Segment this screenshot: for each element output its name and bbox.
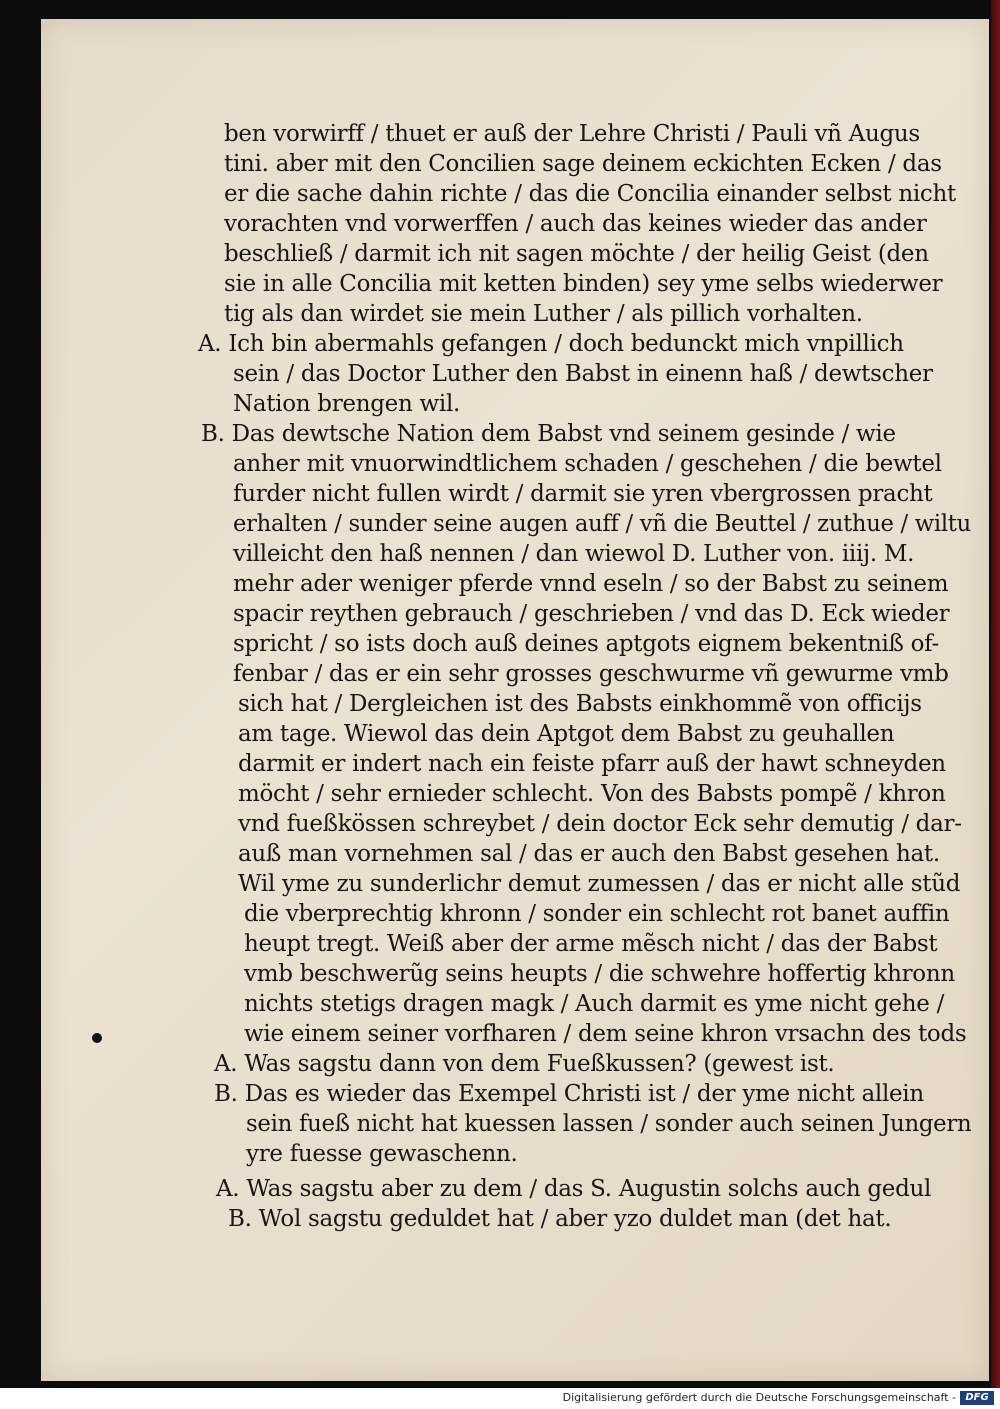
text-line: sein / das Doctor Luther den Babst in einenn haß / dewtscher — [233, 361, 933, 387]
text-line: vnd fueßkössen schreybet / dein doctor Eck sehr demutig / dar- — [238, 811, 962, 837]
text-line: tini. aber mit den Concilien sage deinem eckichten Ecken / das — [224, 151, 942, 177]
text-line: spacir reythen gebrauch / geschrieben / vnd das D. Eck wieder — [233, 601, 950, 627]
text-line: vmb beschwerũg seins heupts / die schwehre hoffertig khronn — [244, 961, 955, 987]
text-line: ben vorwirff / thuet er auß der Lehre Christi / Pauli vñ Augus — [224, 121, 920, 147]
text-line: Wil yme zu sunderlichr demut zumessen / das er nicht alle stũd — [238, 871, 961, 897]
text-line: heupt tregt. Weiß aber der arme mẽsch nicht / das der Babst — [244, 931, 938, 957]
text-line: darmit er indert nach ein feiste pfarr auß der hawt schneyden — [238, 751, 946, 777]
text-line: A. Ich bin abermahls gefangen / doch bedunckt mich vnpillich — [198, 331, 904, 357]
text-line: tig als dan wirdet sie mein Luther / als pillich vorhalten. — [224, 301, 863, 327]
text-line: am tage. Wiewol das dein Aptgot dem Babst zu geuhallen — [238, 721, 895, 747]
book-page — [41, 19, 989, 1381]
text-line: spricht / so ists doch auß deines aptgots eignem bekentniß of- — [233, 631, 940, 657]
funding-credit: Digitalisierung gefördert durch die Deutsche Forschungsgemeinschaft - — [562, 1391, 956, 1404]
text-line: villeicht den haß nennen / dan wiewol D. Luther von. iiij. M. — [233, 541, 915, 567]
text-line: vorachten vnd vorwerffen / auch das keines wieder das ander — [224, 211, 927, 237]
text-line: B. Wol sagstu geduldet hat / aber yzo duldet man (det hat. — [228, 1206, 892, 1232]
text-line: möcht / sehr ernieder schlecht. Von des Babsts pompẽ / khron — [238, 781, 946, 807]
text-line: A. Was sagstu aber zu dem / das S. Augustin solchs auch gedul — [216, 1176, 932, 1202]
text-line: nichts stetigs dragen magk / Auch darmit es yme nicht gehe / — [244, 991, 945, 1017]
text-line: Nation brengen wil. — [233, 391, 461, 417]
text-line: beschließ / darmit ich nit sagen möchte / der heilig Geist (den — [224, 241, 929, 267]
text-line: er die sache dahin richte / das die Concilia einander selbst nicht — [224, 181, 956, 207]
text-line: fenbar / das er ein sehr grosses geschwurme vñ gewurme vmb — [233, 661, 949, 687]
text-line: sich hat / Dergleichen ist des Babsts einkhommẽ von officijs — [238, 691, 922, 717]
text-line: sein fueß nicht hat kuessen lassen / sonder auch seinen Jungern — [246, 1111, 972, 1137]
text-line: die vberprechtig khronn / sonder ein schlecht rot banet auffin — [244, 901, 950, 927]
dfg-logo: DFG — [960, 1391, 994, 1405]
text-line: furder nicht fullen wirdt / darmit sie yren vbergrossen pracht — [233, 481, 933, 507]
text-line: A. Was sagstu dann von dem Fueßkussen? (gewest ist. — [214, 1051, 835, 1077]
page-text — [41, 19, 989, 1381]
text-line: yre fuesse gewaschenn. — [246, 1141, 518, 1167]
book-edge — [991, 0, 1000, 1388]
text-line: auß man vornehmen sal / das er auch den Babst gesehen hat. — [238, 841, 940, 867]
footer-bar — [0, 1388, 1000, 1409]
text-line: wie einem seiner vorfharen / dem seine khron vrsachn des tods — [244, 1021, 967, 1047]
text-line: anher mit vnuorwindtlichem schaden / geschehen / die bewtel — [233, 451, 942, 477]
text-line: B. Das dewtsche Nation dem Babst vnd seinem gesinde / wie — [201, 421, 896, 447]
text-line: mehr ader weniger pferde vnnd eseln / so der Babst zu seinem — [233, 571, 949, 597]
text-line: sie in alle Concilia mit ketten binden) sey yme selbs wiederwer — [224, 271, 943, 297]
text-line: erhalten / sunder seine augen auff / vñ die Beuttel / zuthue / wiltu — [233, 511, 971, 537]
margin-dot — [92, 1033, 102, 1043]
text-line: B. Das es wieder das Exempel Christi ist / der yme nicht allein — [214, 1081, 924, 1107]
